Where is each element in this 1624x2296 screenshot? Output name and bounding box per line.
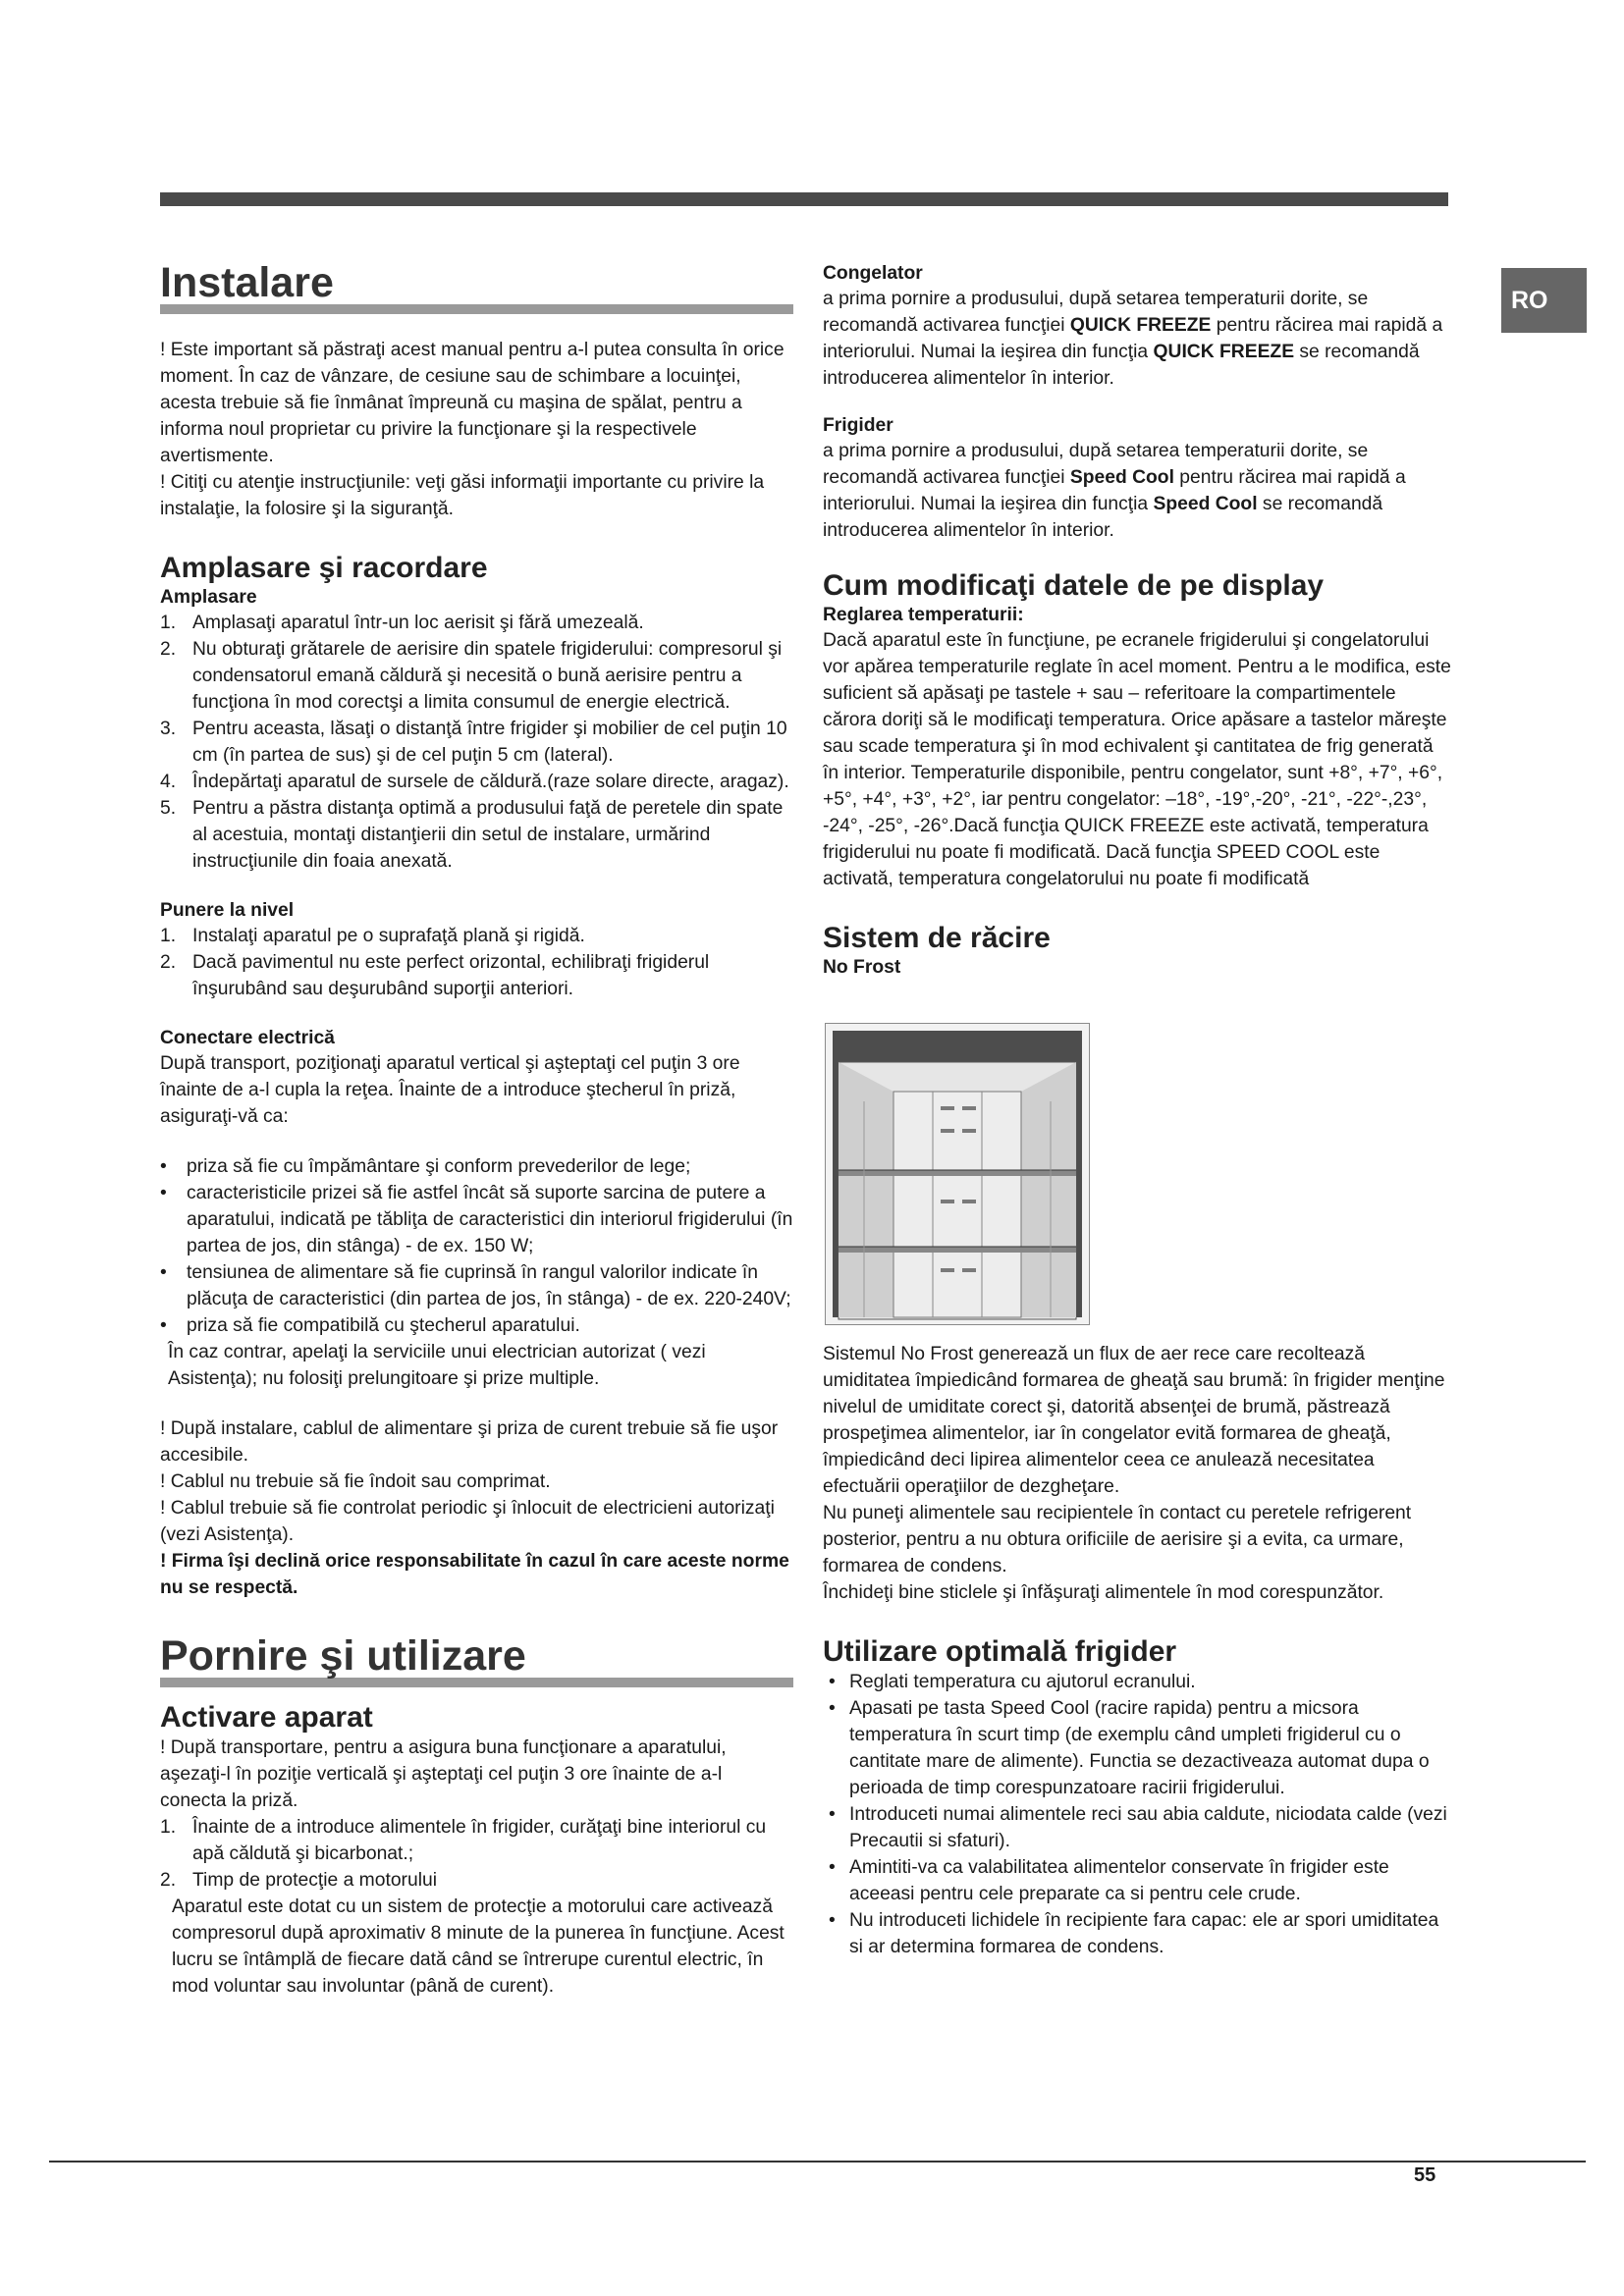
list-item: • priza să fie cu împământare şi conform prevederilor de lege; xyxy=(160,1156,691,1177)
list-item: • priza să fie compatibilă cu ştecherul aparatului. xyxy=(160,1315,580,1336)
racire-text-3: Închideţi bine sticlele şi înfăşuraţi alimentele în mod corespunzător. xyxy=(823,1582,1384,1603)
section-title-pornire: Pornire şi utilizare xyxy=(160,1632,526,1680)
list-item: • Introduceti numai alimentele reci sau abia caldute, niciodata calde (vezi Precautii si sfaturi). xyxy=(829,1804,1447,1851)
warning-bold: ! Firma îşi declină orice responsabilitate în cazul în care aceste norme nu se respectă. xyxy=(160,1551,789,1598)
heading-display: Cum modificaţi datele de pe display xyxy=(823,569,1325,602)
list-item: 5. Pentru a păstra distanţa optimă a produsului faţă de peretele din spate al acestuia, montaţi distanţierii din setul de instalare, urmărind instrucţiunile din foaia anexată. xyxy=(160,798,784,872)
language-tab: RO xyxy=(1501,268,1587,333)
list-item: 1. Amplasaţi aparatul într-un loc aerisit şi fără umezeală. xyxy=(160,613,644,633)
congelator-text: a prima pornire a produsului, după setarea temperaturii dorite, se recomandă activarea funcţiei QUICK FREEZE pentru răcirea mai rapidă a interiorului. Numai la ieşirea din funcţia QUICK FREEZE se recomandă introducerea alimentelor în interior. xyxy=(823,289,1443,389)
list-item: 2. Timp de protecţie a motorului xyxy=(160,1870,437,1891)
list-item: 3. Pentru aceasta, lăsaţi o distanţă între frigider şi mobilier de cel puţin 10 cm (în partea de sus) şi de cel puţin 5 cm (lateral). xyxy=(160,719,787,766)
list-item: • caracteristicile prizei să fie astfel încât să suporte sarcina de putere a aparatului, indicată pe tăbliţa de caracteristici din interiorul frigiderului (în partea de jos, din stânga) - de ex. 150 W; xyxy=(160,1183,793,1256)
left-column xyxy=(160,257,793,2000)
header-rule xyxy=(160,192,1448,206)
list-item: 1. Înainte de a introduce alimentele în frigider, curăţaţi bine interiorul cu apă căldută şi bicarbonat.; xyxy=(160,1817,767,1864)
list-item: 2. Nu obturaţi grătarele de aerisire din spatele frigiderului: compresorul şi condensatorul emană căldură şi necesită o bună aerisire pentru a funcţiona în mod corectşi a limita consumul de energie electrică. xyxy=(160,639,783,713)
list-item: • Amintiti-va ca valabilitatea alimentelor conservate în frigider este aceeasi pentru cele preparate ca si pentru cele crude. xyxy=(829,1857,1389,1904)
nivel-list xyxy=(160,923,793,1002)
list-item: 2. Dacă pavimentul nu este perfect orizontal, echilibraţi frigiderul înşurubând sau deşurubând suporţii anteriori. xyxy=(160,952,710,999)
warning: ! După instalare, cablul de alimentare şi priza de curent trebuie să fie uşor accesibile. xyxy=(160,1418,779,1466)
electrica-contrar: În caz contrar, apelaţi la serviciile unui electrician autorizat ( vezi Asistenţa); nu folosiţi prelungitoare şi prize multiple. xyxy=(168,1342,706,1389)
motor-protection-text: Aparatul este dotat cu un sistem de protecţie a motorului care activează compresorul după aproximativ 8 minute de la punerea în funcţiune. Acest lucru se întâmplă de fiecare dată când se întrerupe curentul electric, în mod voluntar sau involuntar (până de curent). xyxy=(172,1896,785,1997)
electrica-bullets xyxy=(160,1153,793,1339)
fridge-illustration xyxy=(825,1023,1090,1325)
footer-rule xyxy=(49,2161,1586,2163)
subheading-amplasare: Amplasare xyxy=(160,587,257,608)
subheading-frigider: Frigider xyxy=(823,415,893,436)
amplasare-list xyxy=(160,610,793,875)
heading-utilizare-optimala: Utilizare optimală frigider xyxy=(823,1635,1177,1668)
heading-amplasare-racordare: Amplasare şi racordare xyxy=(160,552,488,584)
subheading-no-frost: No Frost xyxy=(823,957,901,978)
list-item: 4. Îndepărtaţi aparatul de sursele de căldură.(raze solare directe, aragaz). xyxy=(160,772,789,792)
right-column xyxy=(823,257,1451,1960)
page-number: 55 xyxy=(1414,2164,1436,2186)
intro-paragraph: ! Este important să păstraţi acest manual pentru a-l putea consulta în orice moment. În caz de vânzare, de cesiune sau de schimbare a locuinţei, acesta trebuie să fie înmânat împreună cu maşina de spălat, pentru a informa noul proprietar cu privire la funcţionare şi la respectivele avertismente. xyxy=(160,340,785,466)
display-text: Dacă aparatul este în funcţiune, pe ecranele frigiderului şi congelatorului vor apărea temperaturile reglate în acel moment. Pentru a le modifica, este suficient să apăsaţi pe tastele + sau – referitoare la compartimentele cărora doriţi să le modificaţi temperatura. Orice apăsare a tastelor măreşte sau scade temperatura şi în mod echivalent şi cantitatea de frig generată în interior. Temperaturile disponibile, pentru congelator, sunt +8°, +7°, +6°, +5°, +4°, +3°, +2°, iar pentru congelator: –18°, -19°,-20°, -21°, -22°-,23°, -24°, -25°, -26°.Dacă funcţia QUICK FREEZE este activată, temperatura frigiderului nu poate fi modificată. Dacă funcţia SPEED COOL este activată, temperatura congelatorului nu poate fi modificată xyxy=(823,630,1451,889)
intro-paragraph-2: ! Citiţi cu atenţie instrucţiunile: veţi găsi informaţii importante cu privire la instalaţie, la folosire şi la siguranţă. xyxy=(160,472,765,519)
list-item: • Nu introduceti lichidele în recipiente fara capac: ele ar spori umiditatea si ar determina formarea de condens. xyxy=(829,1910,1439,1957)
list-item: • tensiunea de alimentare să fie cuprinsă în rangul valorilor indicate în plăcuţa de caracteristici (din partea de jos, în stânga) - de ex. 220-240V; xyxy=(160,1262,791,1309)
subheading-punere-nivel: Punere la nivel xyxy=(160,900,295,921)
list-item: • Apasati pe tasta Speed Cool (racire rapida) pentru a micsora temperatura în scurt timp (de exemplu când umpleti frigiderul cu o cantitate mare de alimente). Functia se dezactiveaza automat dupa o perioada de timp corespunzatoare racirii frigiderului. xyxy=(829,1698,1430,1798)
no-frost-diagram xyxy=(825,1023,1090,1325)
list-item: 1. Instalaţi aparatul pe o suprafaţă plană şi rigidă. xyxy=(160,926,585,946)
subheading-reglare-temperatura: Reglarea temperaturii: xyxy=(823,605,1024,625)
frigider-text: a prima pornire a produsului, după setarea temperaturii dorite, se recomandă activarea funcţiei Speed Cool pentru răcirea mai rapidă a interiorului. Numai la ieşirea din funcţia Speed Cool se recomandă introducerea alimentelor în interior. xyxy=(823,441,1406,541)
subheading-conectare-electrica: Conectare electrică xyxy=(160,1028,335,1048)
heading-activare-aparat: Activare aparat xyxy=(160,1701,373,1734)
warning: ! Cablul trebuie să fie controlat periodic şi înlocuit de electricieni autorizaţi (vezi Asistenţa). xyxy=(160,1498,775,1545)
warning: ! Cablul nu trebuie să fie îndoit sau comprimat. xyxy=(160,1471,551,1492)
racire-text-2: Nu puneţi alimentele sau recipientele în contact cu peretele refrigerent posterior, pentru a nu obtura orificiile de aerisire şi a evita, ca urmare, formarea de condens. xyxy=(823,1503,1412,1576)
pornire-intro: ! După transportare, pentru a asigura buna funcţionare a aparatului, aşezaţi-l în poziţie verticală şi aşteptaţi cel puţin 3 ore înainte de a-l conecta la priză. xyxy=(160,1737,727,1811)
subheading-congelator: Congelator xyxy=(823,263,923,284)
utilizare-bullets xyxy=(823,1669,1451,1960)
section-title-instalare: Instalare xyxy=(160,259,334,306)
list-item: • Reglati temperatura cu ajutorul ecranului. xyxy=(829,1672,1196,1692)
heading-sistem-racire: Sistem de răcire xyxy=(823,922,1051,954)
racire-text-1: Sistemul No Frost generează un flux de aer rece care recoltează umiditatea împiedicând formarea de gheaţă sau brumă: în frigider menţine nivelul de umiditate corect şi, datorită absenţei de brumă, păstrează prospeţimea alimentelor, iar în congelator evită formarea de gheaţă, împiedicând deci lipirea alimentelor ceea ce anulează necesitatea efectuării operaţiilor de dezgheţare. xyxy=(823,1344,1445,1497)
electrica-intro: După transport, poziţionaţi aparatul vertical şi aşteptaţi cel puţin 3 ore înainte de a-l cupla la reţea. Înainte de a introduce ştecherul în priză, asiguraţi-vă ca: xyxy=(160,1053,740,1127)
